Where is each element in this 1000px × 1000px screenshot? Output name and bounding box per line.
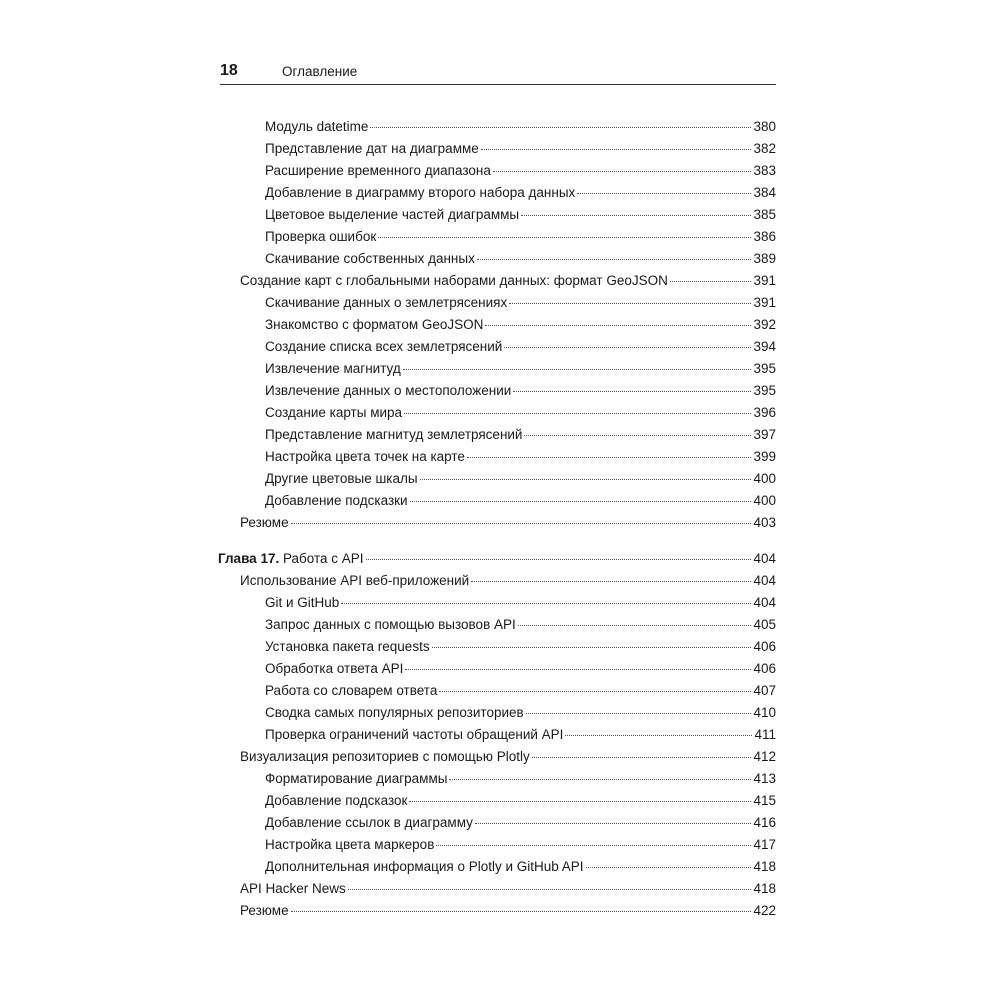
toc-entry-page: 406 [753, 639, 776, 654]
toc-entry-text: Резюме [240, 515, 289, 530]
toc-entry [240, 572, 776, 590]
toc-entry-page: 391 [753, 273, 776, 288]
toc-entry-title [265, 118, 368, 136]
toc-entry [265, 660, 776, 678]
toc-entry [265, 162, 776, 180]
dot-leader [526, 701, 752, 714]
toc-entry-text: Визуализация репозиториев с помощью Plotly [240, 749, 530, 764]
dot-leader [432, 635, 752, 648]
dot-leader [481, 137, 752, 150]
toc-entry [265, 682, 776, 700]
toc-entry-text: Скачивание собственных данных [265, 251, 475, 266]
toc-entry-page: 395 [753, 383, 776, 398]
toc-entry-title [240, 902, 289, 920]
toc-entry-text: Проверка ошибок [265, 229, 377, 244]
dot-leader [366, 547, 752, 560]
toc-entry [265, 426, 776, 444]
toc-entry-page: 418 [753, 881, 776, 896]
toc-entry [265, 792, 776, 810]
toc-entry-page: 404 [753, 573, 776, 588]
dot-leader [405, 657, 751, 670]
running-header-title: Оглавление [282, 64, 358, 79]
toc-entry-text: Извлечение данных о местоположении [265, 383, 512, 398]
toc-entry-title [265, 316, 483, 334]
toc-entry-text: Модуль datetime [265, 119, 369, 134]
dot-leader [524, 423, 751, 436]
toc-entry-text: Форматирование диаграммы [265, 771, 448, 786]
toc-entry-page: 416 [753, 815, 776, 830]
toc-entry-title [265, 492, 408, 510]
toc-entry-page: 399 [753, 449, 776, 464]
toc-entry [265, 360, 776, 378]
toc-entry-text: Проверка ограничений частоты обращений API [265, 727, 564, 742]
toc-entry-page: 417 [753, 837, 776, 852]
toc-entry-page: 400 [753, 493, 776, 508]
toc-entry-title [240, 880, 346, 898]
dot-leader [449, 767, 751, 780]
toc-entry-page: 413 [753, 771, 776, 786]
toc-entry-text: Извлечение магнитуд [265, 361, 401, 376]
toc-entry-page: 411 [754, 727, 776, 742]
toc-entry-page: 380 [753, 119, 776, 134]
toc-entry-title [240, 748, 530, 766]
toc-entry-title [265, 140, 479, 158]
dot-leader [475, 811, 752, 824]
toc-entry-text: Запрос данных с помощью вызовов API [265, 617, 516, 632]
toc-entry [265, 382, 776, 400]
dot-leader [471, 569, 751, 582]
toc-entry-text: Скачивание данных о землетрясениях [265, 295, 508, 310]
chapter-label: Глава 17. [218, 551, 280, 566]
toc-entry-text: Настройка цвета точек на карте [265, 449, 465, 464]
dot-leader [467, 445, 752, 458]
toc-entry-page: 418 [753, 859, 776, 874]
toc-entry-title [265, 470, 418, 488]
dot-leader [577, 181, 751, 194]
toc-entry [265, 858, 776, 876]
dot-leader [485, 313, 751, 326]
toc-entry [265, 206, 776, 224]
toc-entry-title [265, 792, 407, 810]
toc-entry-title [265, 448, 465, 466]
toc-entry [265, 448, 776, 466]
toc-entry-text: Добавление подсказок [265, 793, 408, 808]
dot-leader [410, 489, 752, 502]
dot-leader [439, 679, 751, 692]
toc-entry [265, 616, 776, 634]
toc-entry-title [265, 294, 507, 312]
toc-entry-title [265, 638, 430, 656]
toc-entry-text: Резюме [240, 903, 289, 918]
toc-entry-text: Настройка цвета маркеров [265, 837, 435, 852]
toc-entry-title [265, 426, 522, 444]
toc-entry [265, 726, 776, 744]
toc-entry-page: 389 [753, 251, 776, 266]
dot-leader [378, 225, 751, 238]
toc-entry-page: 422 [753, 903, 776, 918]
toc-entry-title [265, 338, 502, 356]
toc-entry [240, 748, 776, 766]
toc-entry-title [265, 836, 434, 854]
toc-entry [240, 880, 776, 898]
toc-entry [265, 836, 776, 854]
toc-entry [265, 250, 776, 268]
dot-leader [493, 159, 752, 172]
toc-entry-page: 400 [753, 471, 776, 486]
toc-entry-page: 385 [753, 207, 776, 222]
toc-entry-page: 404 [753, 595, 776, 610]
dot-leader [504, 335, 751, 348]
toc-entry [265, 638, 776, 656]
toc-entry-title [265, 770, 447, 788]
toc-entry [265, 470, 776, 488]
toc-entry-text: Представление дат на диаграмме [265, 141, 479, 156]
toc-entry [240, 514, 776, 532]
toc-entry-text: Цветовое выделение частей диаграммы [265, 207, 520, 222]
dot-leader [565, 723, 752, 736]
toc-entry-text: Другие цветовые шкалы [265, 471, 418, 486]
toc-entry [240, 272, 776, 290]
toc-entry-title [265, 814, 473, 832]
toc-entry-text: API Hacker News [240, 881, 346, 896]
dot-leader [370, 115, 751, 128]
toc-entry-title [265, 404, 402, 422]
toc-entry-text: Добавление ссылок в диаграмму [265, 815, 473, 830]
dot-leader [509, 291, 751, 304]
toc-entry [240, 902, 776, 920]
toc-entry-text: Git и GitHub [265, 595, 340, 610]
toc-entry-page: 404 [753, 551, 776, 566]
toc-entry-text: Обработка ответа API [265, 661, 404, 676]
toc-entry-title [265, 250, 475, 268]
toc-entry-page: 391 [753, 295, 776, 310]
toc-entry-title [265, 206, 519, 224]
toc-entry-page: 397 [753, 427, 776, 442]
dot-leader [518, 613, 752, 626]
toc-entry-title [265, 184, 575, 202]
toc-entry-title [240, 272, 668, 290]
toc-entry [265, 228, 776, 246]
toc-entry-title [240, 572, 469, 590]
toc-entry-page: 396 [753, 405, 776, 420]
dot-leader [409, 789, 751, 802]
page-number: 18 [220, 62, 238, 79]
toc-entry-page: 386 [753, 229, 776, 244]
dot-leader [521, 203, 751, 216]
toc-entry-page: 392 [753, 317, 776, 332]
dot-leader [420, 467, 752, 480]
toc-entry [265, 294, 776, 312]
toc-entry-title [265, 726, 563, 744]
toc-entry-title [265, 616, 516, 634]
dot-leader [348, 877, 752, 890]
toc-entry-text: Создание карт с глобальными наборами данных: формат GeoJSON [240, 273, 668, 288]
toc-entry-text: Расширение временного диапазона [265, 163, 491, 178]
dot-leader [291, 511, 752, 524]
toc-entry [265, 184, 776, 202]
toc-entry-text: Создание карты мира [265, 405, 403, 420]
toc-entry-title [265, 360, 401, 378]
toc-entry-page: 412 [753, 749, 776, 764]
toc-entry-page: 406 [753, 661, 776, 676]
toc-entry-page: 403 [753, 515, 776, 530]
dot-leader [532, 745, 752, 758]
toc-entry [265, 814, 776, 832]
toc-entry-text: Знакомство с форматом GeoJSON [265, 317, 484, 332]
toc-entry-text: Добавление в диаграмму второго набора данных [265, 185, 576, 200]
toc-entry [265, 704, 776, 722]
dot-leader [436, 833, 751, 846]
toc-entry-title [240, 514, 289, 532]
toc-entry-text: Представление магнитуд землетрясений [265, 427, 523, 442]
toc-entry-page: 415 [753, 793, 776, 808]
toc-entry-text: Дополнительная информация о Plotly и GitHub API [265, 859, 584, 874]
toc-entry [265, 404, 776, 422]
toc-entry-title [218, 550, 364, 568]
toc-entry-text: Работа со словарем ответа [265, 683, 438, 698]
toc-entry-text: Работа с API [282, 551, 364, 566]
toc-entry-text: Добавление подсказки [265, 493, 408, 508]
dot-leader [586, 855, 752, 868]
toc-entry-page: 395 [753, 361, 776, 376]
toc-entry-page: 382 [753, 141, 776, 156]
toc-entry-page: 407 [753, 683, 776, 698]
toc-entry [265, 338, 776, 356]
toc-entry-text: Сводка самых популярных репозиториев [265, 705, 524, 720]
toc-entry-text: Использование API веб-приложений [240, 573, 470, 588]
toc-entry-title [265, 660, 403, 678]
dot-leader [513, 379, 751, 392]
toc-entry [265, 140, 776, 158]
dot-leader [404, 401, 751, 414]
toc-entry-page: 383 [753, 163, 776, 178]
dot-leader [341, 591, 751, 604]
toc-entry [265, 492, 776, 510]
toc-entry-page: 394 [753, 339, 776, 354]
toc-entry [265, 594, 776, 612]
toc-entry-title [265, 858, 584, 876]
toc-entry-title [265, 228, 376, 246]
toc-entry-title [265, 382, 511, 400]
toc-entry [265, 770, 776, 788]
toc-entry-title [265, 594, 339, 612]
toc-entry-page: 405 [753, 617, 776, 632]
toc-entry-title [265, 704, 524, 722]
dot-leader [477, 247, 752, 260]
toc-entry-text: Установка пакета requests [265, 639, 430, 654]
dot-leader [403, 357, 752, 370]
dot-leader [670, 269, 752, 282]
toc-entry-page: 410 [753, 705, 776, 720]
toc-entry-title [265, 162, 491, 180]
toc-entry [218, 550, 776, 568]
toc-entry [265, 316, 776, 334]
toc-entry-title [265, 682, 437, 700]
toc-entry [265, 118, 776, 136]
toc-entry-text: Создание списка всех землетрясений [265, 339, 503, 354]
dot-leader [291, 899, 752, 912]
toc-entry-page: 384 [753, 185, 776, 200]
